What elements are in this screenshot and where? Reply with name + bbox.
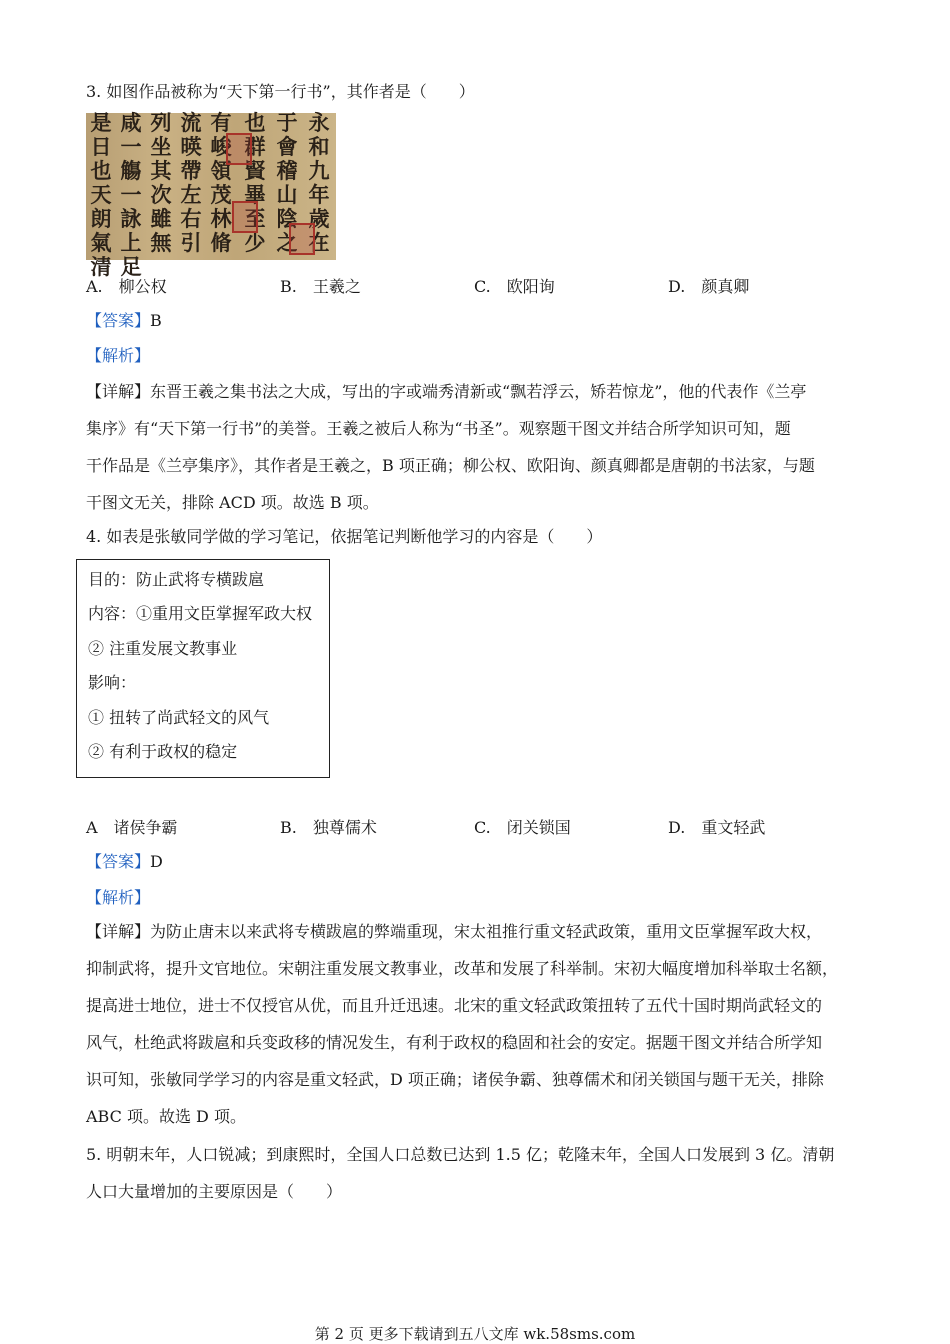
q4-answer [86, 852, 163, 872]
q3-answer [86, 311, 162, 331]
q3-option-a: A. 柳公权 [86, 277, 167, 296]
detail-line: 识可知，张敏同学学习的内容是重文轻武，D 项正确；诸侯争霸、独尊儒术和闭关锁国与题干无关，排除 [86, 1070, 824, 1089]
calligraphy-column: 是日也天朗氣清 [90, 110, 112, 279]
calligraphy-column: 于會稽山陰之 [276, 110, 298, 255]
note-line: 内容：①重用文臣掌握军政大权 [88, 604, 313, 623]
seal-stamp [289, 223, 315, 255]
answer-tag: 【答案】 [86, 852, 151, 871]
study-notes-box [76, 559, 330, 778]
q3-option-d: D. 颜真卿 [668, 277, 750, 296]
q3-option-c: C. 欧阳询 [474, 277, 555, 296]
calligraphy-column: 列坐其次雖無 [150, 110, 172, 255]
note-line: ① 扭转了尚武轻文的风气 [88, 708, 270, 727]
detail-line: 提高进士地位，进士不仅授官从优，而且升迁迅速。北宋的重文轻武政策扭转了五代十国时期尚武轻文的 [86, 996, 823, 1015]
q4-option-d: D. 重文轻武 [668, 818, 766, 837]
q3-stem: 3. 如图作品被称为“天下第一行书”，其作者是（ ） [86, 82, 475, 101]
calligraphy-column: 咸一觴一詠上足 [120, 110, 142, 279]
note-line: ② 注重发展文教事业 [88, 639, 238, 658]
detail-line: 风气，杜绝武将跋扈和兵变政移的情况发生，有利于政权的稳固和社会的安定。据题干图文并结合所学知 [86, 1033, 823, 1052]
detail-line: 干图文无关，排除 ACD 项。故选 B 项。 [86, 493, 379, 512]
detail-tag: 【详解】 [86, 382, 151, 401]
detail-line: 干作品是《兰亭集序》，其作者是王羲之，B 项正确；柳公权、欧阳询、颜真卿都是唐朝的书法家，与题 [86, 456, 815, 475]
q5-stem-line: 人口大量增加的主要原因是（ ） [86, 1182, 343, 1201]
q4-option-b: B. 独尊儒术 [280, 818, 377, 837]
answer-tag: 【答案】 [86, 311, 151, 330]
detail-line: ABC 项。故选 D 项。 [86, 1107, 246, 1126]
calligraphy-column: 流暎帶左右引 [180, 110, 202, 255]
q4-analysis-tag: 【解析】 [86, 888, 151, 907]
detail-line: 集序》有“天下第一行书”的美誉。王羲之被后人称为“书圣”。观察题干图文并结合所学知识可知，题 [86, 419, 791, 438]
calligraphy-column: 也群賢畢至少 [244, 110, 266, 255]
q4-detail [86, 920, 866, 1142]
answer-value: D [150, 852, 163, 871]
detail-line: 东晋王羲之集书法之大成，写出的字或端秀清新或“飘若浮云，矫若惊龙”，他的代表作《兰亭 [150, 382, 807, 401]
answer-value: B [150, 311, 162, 330]
q4-stem: 4. 如表是张敏同学做的学习笔记，依据笔记判断他学习的内容是（ ） [86, 527, 603, 546]
q5-stem-line: 5. 明朝末年，人口锐减；到康熙时，全国人口总数已达到 1.5 亿；乾隆末年，全国人口发展到 3 亿。清朝 [86, 1145, 835, 1164]
note-line: ② 有利于政权的稳定 [88, 742, 238, 761]
note-line: 目的：防止武将专横跋扈 [88, 570, 265, 589]
q3-detail [86, 380, 866, 528]
note-line: 影响： [88, 673, 137, 692]
calligraphy-column: 永和九年歲在 [308, 110, 330, 255]
q3-option-b: B. 王羲之 [280, 277, 361, 296]
q3-analysis-tag: 【解析】 [86, 346, 151, 365]
lanting-calligraphy-image [86, 110, 336, 279]
detail-line: 为防止唐末以来武将专横跋扈的弊端重现，宋太祖推行重文轻武政策，重用文臣掌握军政大权， [150, 922, 823, 941]
page-footer: 第 2 页 更多下载请到五八文库 wk.58sms.com [314, 1325, 636, 1343]
seal-stamp [232, 201, 258, 233]
q5-stem [86, 1143, 866, 1217]
calligraphy-column: 有峻領茂林脩 [210, 110, 232, 255]
seal-stamp [226, 133, 252, 165]
q4-option-c: C. 闭关锁国 [474, 818, 571, 837]
detail-line: 抑制武将，提升文官地位。宋朝注重发展文教事业，改革和发展了科举制。宋初大幅度增加科举取士名额， [86, 959, 839, 978]
q4-option-a: A 诸侯争霸 [86, 818, 178, 837]
detail-tag: 【详解】 [86, 922, 151, 941]
